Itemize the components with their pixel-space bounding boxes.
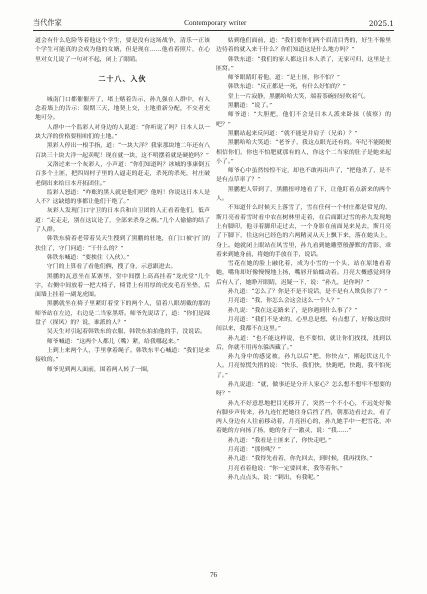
page-number: 76 (210, 571, 217, 579)
body-paragraph: 孙九道：“我得先看着，你先回去，到时候，我再找你。” (227, 456, 373, 463)
body-paragraph: 师爷心中虽然惊惶不定，却也不敢再出声了，“把他杀了，是不是有点草率了？” (216, 168, 391, 184)
body-paragraph: 堂上一片寂静，黑鹏哈哈大笑，端着茶碗轻轻吹着气。 (227, 93, 370, 100)
body-paragraph: 人群中一个监彩人对身边的人说道：“你听说了吗？日本人以一块大洋的价格要租咱们的土地。” (35, 124, 210, 141)
body-paragraph: 黑鹏把人带到了，黑鹏扭呼地看了下，让他盯着点新来的两个人。 (216, 186, 391, 203)
issue-number: 2025.1 (368, 18, 394, 28)
body-paragraph: 月亮道：“那你呢？” (227, 447, 281, 454)
body-paragraph: 吴天生对引起着韩铁东的衣服，韩铁东拍拍他的手，没说话。 (46, 329, 206, 336)
body-paragraph: 姑到他们面前，道：“我们要你们两个眉清目秀的，好生不像里边待着的就入来干什么？你们知道这是什么地方吗？” (216, 38, 391, 54)
body-paragraph: 孙九道：“我看是土匪来了，你快走吧。” (227, 437, 332, 444)
body-paragraph: 韩铁东道：“反正都是一死，有什么好怕的？” (227, 84, 346, 91)
body-paragraph: 孙九说道：“就，做事还是分开人家心？怎么想不想牢不想要的呀？” (216, 381, 391, 398)
body-paragraph: 师爷喊道：“这两个人都儿（嘴）紧，给我哪起来。” (46, 338, 180, 345)
body-paragraph: 月亮看着他说：“你一定要回来，我等着你。” (227, 465, 343, 472)
body-paragraph: 黑鹏哈哈大笑道：“老爷子，我这点眼光还有的。年纪不能随便相信你们，你也不怕肥就那有的人，你这个二当家的肚子是她来起小了。” (216, 140, 391, 165)
left-paragraphs (35, 96, 210, 375)
body-paragraph: 师爷道：“大胆把，他们不会是日本人派来卧抹（侦察）的吧？” (216, 112, 391, 128)
body-paragraph: 灰彩人发现门口守卫的日本兵和自卫团的人正看着他们，低声道：“走走走，别在这议论了，全部来杀身之祸。”几个人偷偷的结了了人群。 (35, 208, 210, 234)
body-paragraph: 黑鹏站起来反问道：“就不能是并肩子（兄弟）？” (227, 130, 358, 137)
body-paragraph: 黑彩人停出一根手指，道：“一块大洋？我家那块地二年还有八百块三十块大洋一起卖呢！现在就一块，这不明摆着就是硬抢吗？” (35, 143, 210, 159)
body-paragraph: 孙九道：“怎么了？你是不是不说话，是不是有人欺负你了？” (227, 289, 387, 296)
left-column (35, 37, 210, 557)
body-paragraph: 上到上来两个人，手里拿着绳子。韩铁东平心喊道：“我们是来接收的。” (35, 347, 210, 364)
body-paragraph: 孙九身中的感觉被，孙九以后“把，你快点”，刚起伏这几个人。月亮惊慌失措的说：“快乐，我们快，快跑吧，快跑，我不怕死了。” (216, 354, 391, 379)
body-paragraph: 韩铁东道：“我们的家人都这日本人杀了，无家可归，这里是土匪窝。” (216, 56, 391, 72)
right-column (216, 37, 391, 557)
body-paragraph: 师爷眼睛盯着他，道：“是土匪，你不怕？” (227, 75, 340, 82)
body-paragraph: 孙九道：“也不能这样说，也不要怕，就让你们找找，找到以后，你就不用再东躲西藏了。” (216, 335, 391, 351)
body-paragraph: 月亮道：“我们不是来的，心里总是想，有点想了，好像这段时间以来，我都不在这里。” (216, 316, 391, 333)
body-paragraph: 黑鹏的瓦意坐在某寨里，堂中间摆上高高挂着“龙虎堂”几个字，右侧中间放着一把大椅子，椅背上有用厚的虎皮毛育坐垫，后面墙上挂着一副龙虎图。 (35, 273, 210, 299)
body-paragraph: 黑鹏就坐在椅子里紧盯着堂下的两个人，留着八眼胡戴的那的师爷站在左边，右边是二当家黑塔。师爷先说话了，道：“你们是踩盘子（探风）的？说，谁派的人？” (35, 301, 210, 327)
header-rule (33, 30, 394, 31)
intro-paragraph: 道会有什么危险等着他这个学生，要是没有这场战争，清乐一正该个学生可能真的会成为他的女婿，但是现在……他看着照片，在心里对女儿说了一句对不起，闭上了眼睛。 (35, 38, 210, 63)
body-paragraph: 又洛过来一个灰彩人，小声道：“你们知道吗？冰城的事康倒五百多个土匪，把四周村子里的人逼走的赶走，杀死的杀死，衬庄破老倒出来给日本开拓团住。” (35, 161, 210, 187)
body-paragraph: 孙九说：“我在这走路来了，是你遇到什么事了？” (227, 307, 358, 314)
body-paragraph: 月亮道：“我，你怎么会这会这么一个人？” (227, 298, 340, 305)
running-header (33, 17, 394, 29)
body-paragraph: 不知道什么时候天上落雪了，雪在任何一个村庄都是常见的，斯月亮看着雪时看中农在树林里走着，在后面跟过雪的孙九发现地上有脚印，他寻着脚印走过去，一个身影在前面晃来晃去，斯月亮了下脚下，往这向已经色的六两精灵从天上飘下来，落在她头上，身上。她就闭上眼站在风雪里，孙九看到她雕塑般静默的背影，乖着来到她身前，将她的手放在手，说话。 (216, 205, 391, 258)
body-paragraph: 黑鹏道：“说了。” (227, 103, 273, 110)
body-paragraph: 师爷见到两人面前，围着两人转了一圈， (46, 366, 153, 373)
chapter-title: 二十八、入伙 (98, 73, 147, 83)
body-paragraph: 孙九不好意思地把目光移开了，突然一个不小心，不远处好像有脚步声传来，孙九连忙把她往身后挡了挡，朝那边看过去，看了两人身边有人往前移动着，月亮担心的，孙九她手中一把雪花，冲着她的方向扬了扬，她的身子一激灵，说：“我……” (216, 400, 391, 435)
body-paragraph: 韩铁东骑着老带着吴天生搜到了黑鹏的驻地，在门口被守门的扶住了，守门问道：“干什么的？” (35, 236, 210, 252)
body-paragraph: 监彩人怒道：“咋账的黑人就是他们吧？他妈！你说这日本人是人不？这缺德的事都让他们干绝了。” (35, 189, 210, 206)
body-paragraph: 守门的上算看了看他们俩，搜了身，示意跟进去。 (46, 264, 177, 271)
magazine-name: 当代作家 (33, 18, 62, 27)
body-paragraph: 孙九点点头，说：“刺出，有我呢。” (227, 474, 320, 481)
right-paragraphs (216, 37, 391, 483)
body-paragraph: 雪花在她的脸上融化着，成为小雪的一个头，站在原地看着她，嘴角却好像慢慢地上扬，嘴唇开始蠕动着。月亮大概感觉到身后有人了，她睁开眼睛，迟疑一下，说：“孙九，是你吗？” (216, 261, 391, 286)
body-paragraph: 城南门口都催催开了，堵上赌着告示，孙九强在人群中，有人念着墙上的告示：限期三天，地契上交，土地重新分配，不交者充地可分。 (35, 96, 210, 122)
body-paragraph: 韩铁东喊道：“要挨住（入伙）。” (46, 254, 130, 261)
journal-name: Contemporary writer (184, 19, 247, 27)
